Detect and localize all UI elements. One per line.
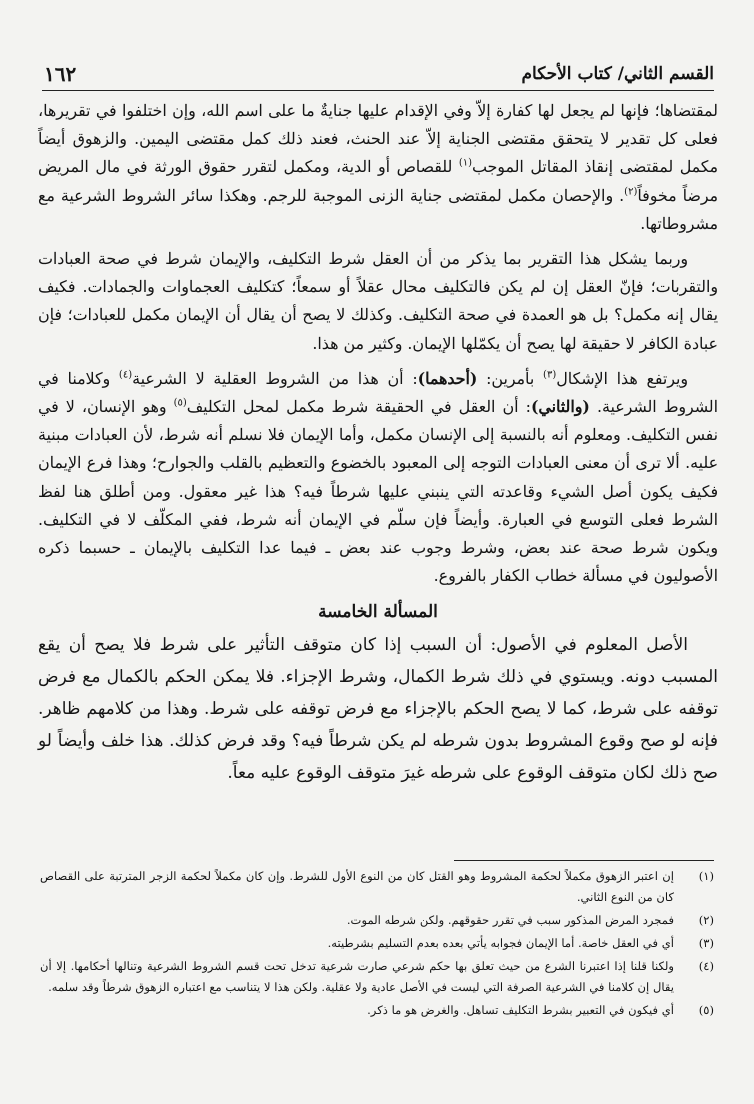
- page-number: ١٦٢: [44, 62, 77, 86]
- footnote-ref-4: (٤): [118, 369, 133, 381]
- paragraph-3-text-c: : أن هذا من الشروط العقلية لا الشرعية: [132, 368, 418, 388]
- footnote-4: [40, 956, 714, 998]
- footnote-number: (٤): [698, 959, 714, 973]
- footnote-text: أي في العقل خاصة. أما الإيمان فجوابه يأتي بعده بعدم التسليم بشرطيته.: [327, 936, 674, 950]
- paragraph-3-text-a: ويرتفع هذا الإشكال: [556, 368, 688, 388]
- section-heading: المسألة الخامسة: [318, 602, 438, 623]
- footnote-text: ولكنا قلنا إذا اعتبرنا الشرع من حيث تعلق بها حكم شرعي صارت شرعية تدخل تحت قسم الشروط الشرعية وتنالها أحكامها. إلا أن يقال إن كلامنا في الشرعية الصرفة التي ليست في الأصل عادية ولا عقلية. ولكن هذا لا يتناسب مع اعتباره الزهوق شرطاً وقد سلمه.: [40, 959, 674, 994]
- footnotes: [40, 866, 714, 1023]
- footnote-ref-2: (٢): [624, 186, 638, 198]
- footnote-text: أي فيكون في التعبير بشرط التكليف تساهل. والغرض هو ما ذكر.: [367, 1003, 674, 1017]
- paragraph-1-text-c: . والإحصان مكمل لمقتضى جناية الزنى الموجبة للرجم. وهكذا سائر الشروط الشرعية مع مشروطاتها.: [38, 185, 718, 233]
- paragraph-3-text-b: بأمرين:: [477, 368, 544, 388]
- footnote-ref-3: (٣): [543, 369, 557, 381]
- footnote-number: (١): [698, 869, 714, 883]
- paragraph-3-text-f: وهو الإنسان، لا في نفس التكليف. ومعلوم أنه بالنسبة إلى الإنسان مكمل، وأما الإيمان فلا نسلم أنه شرط، لأن العبادات مبنية عليه. ألا ترى أن معنى العبادات التوجه إلى المعبود بالخضوع والتعظيم بالقلب والجوارح؛ وهذا فرع الإيمان فكيف يكون أصل الشيء وقاعدته التي ينبني عليها شرطاً فيه؟ هذا غير معقول. ومن أطلق هنا لفظ الشرط فعلى التوسع في العبارة. وأيضاً فإن سلّم في الإيمان أنه شرط، ففي المكلّف لا في التكليف. ويكون شرط صحة عند بعض، وشرط وجوب عند بعض ـ فيما عدا التكليف بالإيمان ـ حسبما ذكره الأصوليون في مسألة خطاب الكفار بالفروع.: [38, 397, 718, 586]
- main-text: [38, 97, 718, 789]
- paragraph-4: الأصل المعلوم في الأصول: أن السبب إذا كان متوقف التأثير على شرط فلا يصح أن يقع المسبب دونه. ويستوي في ذلك شرط الكمال، وشرط الإجزاء. فلا يمكن الحكم بالكمال مع فرض توقفه على شرط، كما لا يصح الحكم بالإجزاء مع فرض توقفه على شرط. وهذا من كلامهم ظاهر. فإنه لو صح وقوع المشروط بدون شرطه لم يكن شرطاً فيه؟ وقد فرض كذلك. هذا خلف وأيضاً لو صح ذلك لكان متوقف الوقوع على شرطه غيرَ متوقف الوقوع عليه معاً.: [38, 635, 718, 784]
- first-point-label: (أحدهما): [417, 368, 478, 388]
- paragraph-3-text-d: وكلامنا في الشروط الشرعية.: [38, 368, 718, 417]
- paragraph-2: وربما يشكل هذا التقرير بما يذكر من أن العقل شرط التكليف، والإيمان شرط في صحة العبادات والتقربات؛ فإنّ العقل إن لم يكن فالتكليف محال عقلاً أو سمعاً؛ كتكليف العجماوات والجمادات. فكيف يقال إنه مكمل؟ بل هو العمدة في صحة التكليف. وكذلك لا يصح أن يقال أن الإيمان مكمل للعبادات؛ فإن عبادة الكافر لا حقيقة لها يصح أن يكمّلها الإيمان. وكثير من هذا.: [38, 249, 718, 353]
- paragraph-3-text-e: : أن العقل في الحقيقة شرط مكمل لمحل التكليف: [186, 397, 531, 417]
- paragraph-1-text: لمقتضاها؛ فإنها لم يجعل لها كفارة إلاّ وفي الإقدام عليها جنايةٌ ما على اسم الله، وإن اختلفوا في تقريرها، فعلى كل تقدير لا يتحقق مقتضى الجناية إلاّ عند الحنث، فعند ذلك كمل مقتضى اليمين. والزهوق أيضاً مكمل لمقتضى إنقاذ المقاتل الموجب: [38, 101, 718, 177]
- footnote-5: [40, 1000, 714, 1021]
- footnote-ref-1: (١): [458, 158, 473, 170]
- footnote-1: [40, 866, 714, 908]
- second-point-label: (والثاني): [530, 397, 590, 417]
- footnote-number: (٥): [698, 1003, 714, 1017]
- paragraph-3: [38, 365, 718, 591]
- footnote-3: [40, 933, 714, 954]
- footnote-divider: [454, 860, 714, 861]
- page-header: [42, 60, 714, 91]
- footnote-number: (٣): [698, 936, 714, 950]
- paragraph-1: [38, 97, 718, 238]
- footnote-ref-5: (٥): [173, 397, 187, 409]
- running-title: القسم الثاني/ كتاب الأحكام: [521, 64, 714, 84]
- footnote-number: (٢): [698, 913, 714, 927]
- paragraph-1-text-b: للقصاص أو الدية، ومكمل لتقرر حقوق الورثة في مال المريض مرضاً مخوفاً: [38, 157, 718, 205]
- footnote-2: [40, 910, 714, 931]
- footnote-text: فمجرد المرض المذكور سبب في تقرر حقوقهم. ولكن شرطه الموت.: [346, 913, 674, 927]
- footnote-text: إن اعتبر الزهوق مكملاً لحكمة المشروط وهو القتل كان من النوع الأول للشرط. وإن كان مكملاً لحكمة الزجر المترتبة على القصاص كان من النوع الثاني.: [40, 869, 674, 904]
